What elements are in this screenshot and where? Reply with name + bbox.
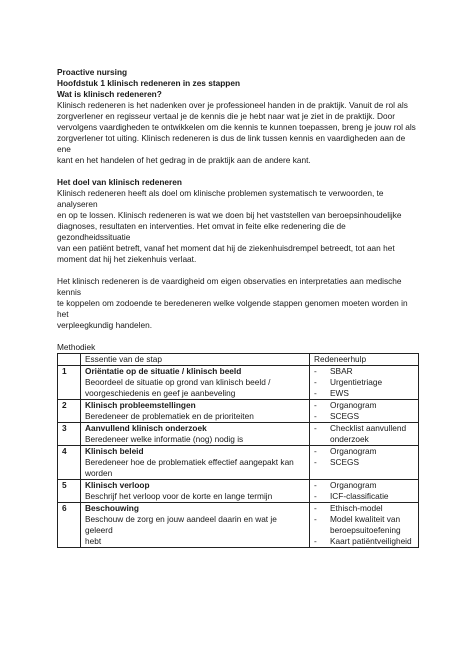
text-line: moment dat hij het ziekenhuis verlaat. — [57, 254, 197, 264]
title-block — [57, 67, 419, 100]
redeneerhulp-text: ICF-classificatie — [330, 491, 389, 501]
redeneerhulp-item — [314, 480, 414, 491]
text-line: van een patiënt betreft, vanaf het moment dat hij de ziekenhuisdrempel betreedt, tot aan het — [57, 243, 395, 253]
redeneerhulp-cell — [310, 400, 419, 423]
table-row — [58, 446, 419, 480]
step-essence-cell — [81, 400, 310, 423]
list-dash: - — [314, 377, 317, 387]
redeneerhulp-text: SCEGS — [330, 457, 360, 467]
redeneerhulp-cell — [310, 366, 419, 400]
redeneerhulp-text: SBAR — [330, 366, 353, 376]
redeneerhulp-item — [314, 377, 414, 388]
text-line: diagnoses, resultaten en interventies. Het omvat in feite elke redenering die de gezondheidssituatie — [57, 221, 346, 242]
step-number: 3 — [58, 423, 81, 446]
header-number — [58, 354, 81, 366]
list-dash: - — [314, 514, 317, 524]
chapter-title: Hoofdstuk 1 klinisch redeneren in zes stappen — [57, 78, 241, 88]
step-description: Beschouw de zorg en jouw aandeel daarin en wat je geleerd — [85, 514, 277, 535]
redeneerhulp-text: Organogram — [330, 400, 377, 410]
text-line: verpleegkundig handelen. — [57, 320, 153, 330]
redeneerhulp-text: Kaart patiëntveiligheid — [330, 536, 412, 546]
redeneerhulp-text: Organogram — [330, 446, 377, 456]
step-description: hebt — [85, 536, 102, 546]
redeneerhulp-text: Urgentietriage — [330, 377, 383, 387]
text-line: te koppelen om zodoende te beredeneren welke volgende stappen genomen moeten worden in het — [57, 298, 408, 319]
document-content — [57, 67, 419, 548]
step-title: Klinisch verloop — [85, 480, 150, 490]
doel-paragraph — [57, 188, 419, 265]
methodiek-table — [57, 353, 419, 548]
list-dash: - — [314, 491, 317, 501]
list-dash: - — [314, 423, 317, 433]
redeneerhulp-item — [314, 388, 414, 399]
step-number: 5 — [58, 480, 81, 503]
list-dash — [314, 525, 330, 536]
list-dash: - — [314, 366, 317, 376]
step-description: voorgeschiedenis en geef je aanbeveling — [85, 388, 236, 398]
step-description: Beredeneer de problematiek en de prioriteiten — [85, 411, 254, 421]
step-title: Klinisch probleemstellingen — [85, 400, 196, 410]
vaardigheid-paragraph — [57, 276, 419, 331]
list-dash — [314, 434, 330, 445]
step-description: worden — [85, 468, 113, 478]
redeneerhulp-text: Organogram — [330, 480, 377, 490]
header-redeneerhulp: Redeneerhulp — [310, 354, 419, 366]
list-dash: - — [314, 411, 317, 421]
list-dash: - — [314, 388, 317, 398]
step-number: 2 — [58, 400, 81, 423]
list-dash: - — [314, 480, 317, 490]
spacer — [57, 166, 419, 177]
table-body — [58, 366, 419, 548]
table-row — [58, 366, 419, 400]
list-dash: - — [314, 400, 317, 410]
redeneerhulp-item — [314, 536, 414, 547]
step-description: Beschrijf het verloop voor de korte en lange termijn — [85, 491, 273, 501]
redeneerhulp-item — [314, 411, 414, 422]
text-line: zorgverlener en regisseur vertaal je de kennis die je hebt naar wat je ziet in de praktijk. Door — [57, 111, 396, 121]
table-row — [58, 503, 419, 548]
text-line: zorgverlener tot uiting. Klinisch redeneren is dus de link tussen kennis en vaardigheden aan de ene — [57, 133, 406, 154]
text-line: en op te lossen. Klinisch redeneren is wat we doen bij het vaststellen van beroepsinhoudelijke — [57, 210, 402, 220]
step-number: 1 — [58, 366, 81, 400]
redeneerhulp-item — [314, 525, 414, 536]
course-title: Proactive nursing — [57, 67, 128, 77]
list-dash: - — [314, 446, 317, 456]
step-essence-cell — [81, 366, 310, 400]
table-row — [58, 423, 419, 446]
step-essence-cell — [81, 423, 310, 446]
redeneerhulp-text: Ethisch-model — [330, 503, 383, 513]
step-title: Aanvullend klinisch onderzoek — [85, 423, 207, 433]
redeneerhulp-item — [314, 400, 414, 411]
redeneerhulp-item — [314, 423, 414, 434]
step-title: Klinisch beleid — [85, 446, 144, 456]
table-row — [58, 480, 419, 503]
redeneerhulp-text: SCEGS — [330, 411, 360, 421]
step-title: Beschouwing — [85, 503, 139, 513]
table-row — [58, 400, 419, 423]
text-line: Klinisch redeneren is het nadenken over je professioneel handen in de praktijk. Vanuit de rol als — [57, 100, 408, 110]
redeneerhulp-item — [314, 457, 414, 468]
redeneerhulp-cell — [310, 446, 419, 480]
redeneerhulp-cell — [310, 480, 419, 503]
intro-paragraph — [57, 100, 419, 166]
list-dash: - — [314, 457, 317, 467]
step-essence-cell — [81, 503, 310, 548]
redeneerhulp-text: Model kwaliteit van — [330, 514, 401, 524]
redeneerhulp-item — [314, 514, 414, 525]
redeneerhulp-cell — [310, 503, 419, 548]
redeneerhulp-item — [314, 434, 414, 445]
redeneerhulp-cell — [310, 423, 419, 446]
redeneerhulp-text: onderzoek — [330, 434, 369, 444]
table-header-row — [58, 354, 419, 366]
step-title: Oriëntatie op de situatie / klinisch beeld — [85, 366, 242, 376]
header-essentie: Essentie van de stap — [81, 354, 310, 366]
table-caption: Methodiek — [57, 342, 96, 352]
redeneerhulp-text: EWS — [330, 388, 349, 398]
section-title: Wat is klinisch redeneren? — [57, 89, 162, 99]
text-line: vervolgens vaardigheden te ontwikkelen om die kennis te kunnen toepassen, breng je jouw rol als — [57, 122, 416, 132]
step-essence-cell — [81, 446, 310, 480]
redeneerhulp-text: Checklist aanvullend — [330, 423, 407, 433]
spacer — [57, 265, 419, 276]
list-dash: - — [314, 503, 317, 513]
text-line: kant en het handelen of het gedrag in de praktijk aan de andere kant. — [57, 155, 311, 165]
step-essence-cell — [81, 480, 310, 503]
spacer — [57, 331, 419, 342]
step-description: Beredeneer hoe de problematiek effectief aangepakt kan — [85, 457, 294, 467]
redeneerhulp-item — [314, 366, 414, 377]
redeneerhulp-item — [314, 446, 414, 457]
text-line: Klinisch redeneren heeft als doel om klinische problemen systematisch te verwoorden, te analyseren — [57, 188, 384, 209]
step-number: 4 — [58, 446, 81, 480]
list-dash: - — [314, 536, 317, 546]
doel-heading: Het doel van klinisch redeneren — [57, 177, 182, 187]
redeneerhulp-item — [314, 503, 414, 514]
step-description: Beoordeel de situatie op grond van klinisch beeld / — [85, 377, 271, 387]
step-number: 6 — [58, 503, 81, 548]
text-line: Het klinisch redeneren is de vaardigheid om eigen observaties en interpretaties aan medische kennis — [57, 276, 402, 297]
step-description: Beredeneer welke informatie (nog) nodig is — [85, 434, 244, 444]
redeneerhulp-item — [314, 491, 414, 502]
redeneerhulp-text: beroepsuitoefening — [330, 525, 401, 535]
